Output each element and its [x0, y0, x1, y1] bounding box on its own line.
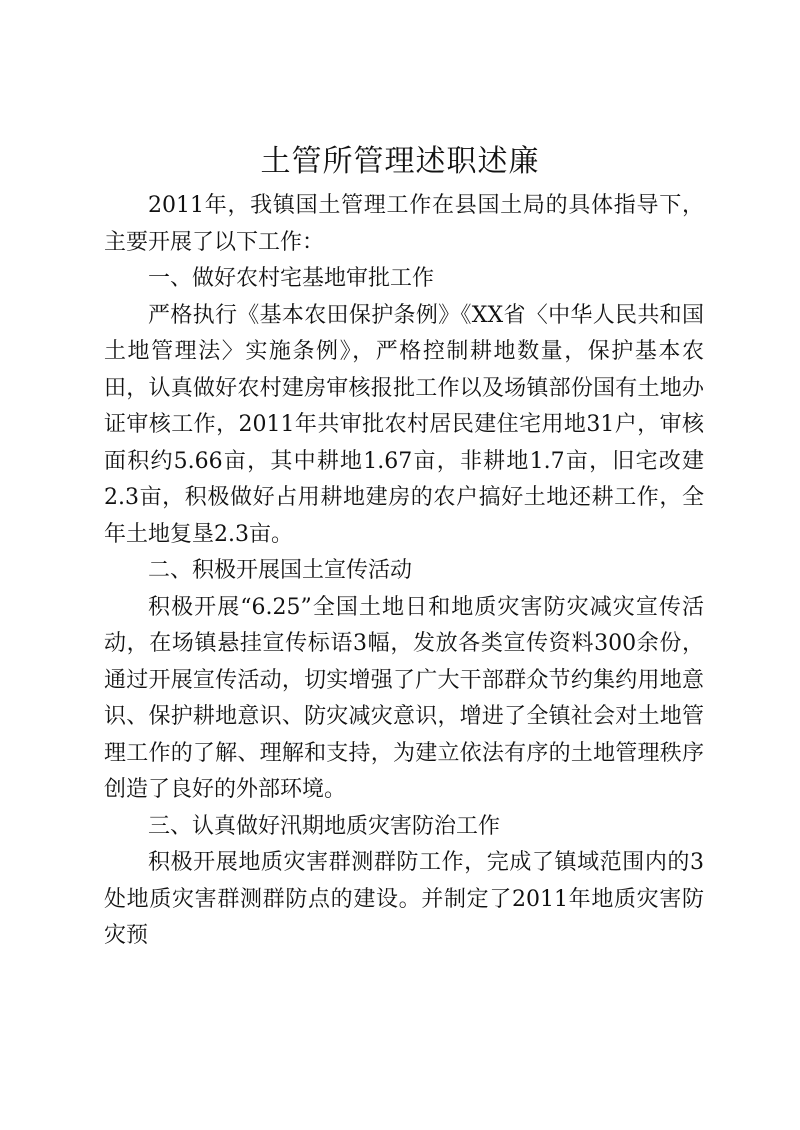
section-paragraph-2: 积极开展“6.25”全国土地日和地质灾害防灾减灾宣传活动，在场镇悬挂宣传标语3幅，发放各类宣传资料300余份，通过开展宣传活动，切实增强了广大干部群众节约集约用地意识、保护耕地意识、防灾减灾意识，增进了全镇社会对土地管理工作的了解、理解和支持，为建立依法有序的土地管理秩序创造了良好的外部环境。: [104, 594, 704, 802]
document-title: 土管所管理述职述廉: [260, 144, 540, 179]
document-body: [104, 188, 704, 955]
section-paragraph-1: 严格执行《基本农田保护条例》《XX省〈中华人民共和国土地管理法〉实施条例》，严格控制耕地数量，保护基本农田，认真做好农村建房审核报批工作以及场镇部份国有土地办证审核工作，2011年共审批农村居民建住宅用地31户，审核面积约5.66亩，其中耕地1.67亩，非耕地1.7亩，旧宅改建2.3亩，积极做好占用耕地建房的农户搞好土地还耕工作，全年土地复垦2.3亩。: [104, 302, 704, 547]
section-heading-3: 三、认真做好汛期地质灾害防治工作: [148, 813, 501, 839]
section-paragraph-3: 积极开展地质灾害群测群防工作，完成了镇域范围内的3处地质灾害群测群防点的建设。并制定了2011年地质灾害防灾预: [104, 850, 704, 948]
section-heading-1: 一、做好农村宅基地审批工作: [148, 266, 435, 291]
section-heading-2: 二、积极开展国土宣传活动: [148, 558, 413, 583]
intro-paragraph: 2011年，我镇国土管理工作在县国土局的具体指导下，主要开展了以下工作：: [104, 193, 704, 255]
